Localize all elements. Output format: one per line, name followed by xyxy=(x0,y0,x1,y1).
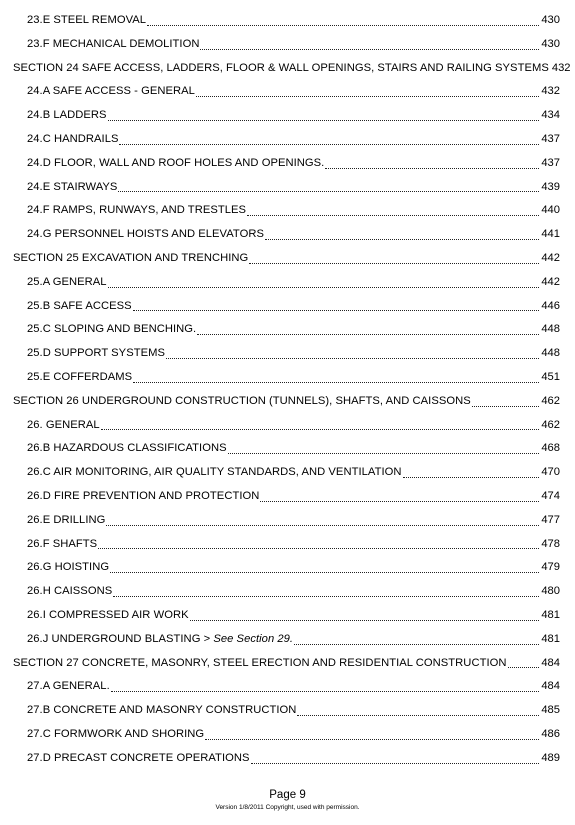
toc-section-entry[interactable] xyxy=(13,57,571,81)
toc-entry-page-number: 442 xyxy=(541,275,560,288)
toc-entry-title-text: 26.C AIR MONITORING, AIR QUALITY STANDARDS, AND VENTILATION xyxy=(27,466,402,479)
dot-leader xyxy=(403,476,540,478)
toc-subsection-entry[interactable] xyxy=(13,414,560,438)
toc-entry-title-text: 26.I COMPRESSED AIR WORK xyxy=(27,608,189,621)
toc-entry-title xyxy=(27,414,100,438)
toc-subsection-entry[interactable] xyxy=(13,152,560,176)
toc-entry-title xyxy=(27,104,107,128)
toc-entry-title-text: SECTION 27 CONCRETE, MASONRY, STEEL ERECTION AND RESIDENTIAL CONSTRUCTION xyxy=(13,656,507,669)
dot-leader xyxy=(228,452,540,454)
dot-leader xyxy=(297,714,539,716)
toc-subsection-entry[interactable] xyxy=(13,509,560,533)
toc-entry-page-number: 486 xyxy=(541,727,560,740)
toc-entry-page-number: 442 xyxy=(541,251,560,264)
toc-entry-title xyxy=(27,9,146,33)
toc-entry-page-number: 484 xyxy=(541,680,560,693)
dot-leader xyxy=(196,95,539,97)
toc-entry-page-number: 430 xyxy=(541,37,560,50)
toc-entry-page-number: 478 xyxy=(541,537,560,550)
toc-subsection-entry[interactable] xyxy=(13,271,560,295)
dot-leader xyxy=(247,214,539,216)
toc-entry-page-number: 477 xyxy=(541,513,560,526)
dot-leader xyxy=(325,167,539,169)
dot-leader xyxy=(249,262,539,264)
toc-entry-page-number: 481 xyxy=(541,608,560,621)
toc-entry-page-number: 446 xyxy=(541,299,560,312)
toc-entry-title xyxy=(27,271,107,295)
toc-subsection-entry[interactable] xyxy=(13,295,560,319)
toc-subsection-entry[interactable] xyxy=(13,223,560,247)
toc-entry-title xyxy=(27,80,195,104)
dot-leader xyxy=(147,24,539,26)
toc-entry-page-number: 432 xyxy=(541,85,560,98)
dot-leader xyxy=(98,547,539,549)
toc-entry-title xyxy=(27,747,250,771)
toc-entry-page-number: 437 xyxy=(541,132,560,145)
toc-entry-title-text: 26.H CAISSONS xyxy=(27,585,113,598)
toc-entry-title-text: 26.E DRILLING xyxy=(27,513,106,526)
toc-entry-cross-reference: See Section 29. xyxy=(213,632,294,645)
toc-entry-title-text: 26.D FIRE PREVENTION AND PROTECTION xyxy=(27,489,260,502)
dot-leader xyxy=(200,48,539,50)
toc-entry-title xyxy=(27,128,118,152)
toc-subsection-entry[interactable] xyxy=(13,366,560,390)
toc-subsection-entry[interactable] xyxy=(13,485,560,509)
toc-entry-title xyxy=(27,604,189,628)
dot-leader xyxy=(111,690,540,692)
page-number: Page 9 xyxy=(269,789,306,801)
dot-leader xyxy=(205,738,539,740)
toc-entry-title xyxy=(27,509,105,533)
dot-leader xyxy=(108,286,540,288)
toc-entry-title-text: 24.E STAIRWAYS xyxy=(27,180,118,193)
toc-entry-title xyxy=(27,723,204,747)
toc-section-entry[interactable] xyxy=(13,652,560,676)
dot-leader xyxy=(294,643,539,645)
toc-entry-page-number: 434 xyxy=(541,109,560,122)
dot-leader xyxy=(133,381,539,383)
toc-entry-title xyxy=(27,556,109,580)
toc-entry-title-text: SECTION 25 EXCAVATION AND TRENCHING xyxy=(13,251,249,264)
toc-entry-title xyxy=(27,152,324,176)
dot-leader xyxy=(166,357,539,359)
toc-subsection-entry[interactable] xyxy=(13,604,560,628)
toc-subsection-entry[interactable] xyxy=(13,9,560,33)
toc-entry-title-text: 25.C SLOPING AND BENCHING. xyxy=(27,323,197,336)
toc-subsection-entry[interactable] xyxy=(13,128,560,152)
toc-entry-title-text: 23.F MECHANICAL DEMOLITION xyxy=(27,37,200,50)
toc-entry-title xyxy=(27,461,402,485)
toc-subsection-entry[interactable] xyxy=(13,675,560,699)
toc-entry-page-number: 432 xyxy=(551,61,571,74)
toc-entry-title xyxy=(27,485,259,509)
dot-leader xyxy=(119,143,539,145)
toc-entry-page-number: 481 xyxy=(541,632,560,645)
toc-entry-title-text: 24.D FLOOR, WALL AND ROOF HOLES AND OPENINGS. xyxy=(27,156,325,169)
toc-entry-title xyxy=(27,33,199,57)
dot-leader xyxy=(265,238,539,240)
toc-entry-title-text: 25.D SUPPORT SYSTEMS xyxy=(27,347,165,360)
toc-subsection-entry[interactable] xyxy=(13,747,560,771)
toc-subsection-entry[interactable] xyxy=(13,699,560,723)
version-note: Version 1/8/2011 Copyright, used with permission. xyxy=(215,804,360,811)
toc-entry-title xyxy=(27,580,112,604)
toc-subsection-entry[interactable] xyxy=(13,628,560,652)
dot-leader xyxy=(197,333,539,335)
toc-entry-page-number: 485 xyxy=(541,704,560,717)
toc-entry-title-text: 27.A GENERAL. xyxy=(27,680,110,693)
toc-subsection-entry[interactable] xyxy=(13,580,560,604)
toc-entry-title xyxy=(13,57,549,81)
dot-leader xyxy=(113,595,539,597)
toc-entry-title-text: 25.B SAFE ACCESS xyxy=(27,299,132,312)
toc-entry-title-text: 23.E STEEL REMOVAL xyxy=(27,14,147,26)
toc-entry-page-number: 479 xyxy=(541,561,560,574)
toc-entry-title xyxy=(27,675,110,699)
toc-entry-title xyxy=(27,318,196,342)
toc-entry-page-number: 489 xyxy=(541,751,560,764)
toc-entry-title-text: 24.F RAMPS, RUNWAYS, AND TRESTLES xyxy=(27,204,247,217)
toc-subsection-entry[interactable] xyxy=(13,533,560,557)
toc-entry-page-number: 440 xyxy=(541,204,560,217)
toc-entry-title-text: 26.B HAZARDOUS CLASSIFICATIONS xyxy=(27,442,227,455)
toc-section-entry[interactable] xyxy=(13,247,560,271)
toc-subsection-entry[interactable] xyxy=(13,104,560,128)
toc-entry-title xyxy=(13,390,471,414)
dot-leader xyxy=(260,500,539,502)
dot-leader xyxy=(251,762,540,764)
toc-entry-title xyxy=(27,199,246,223)
toc-entry-title xyxy=(27,342,165,366)
dot-leader xyxy=(101,428,540,430)
toc-entry-page-number: 448 xyxy=(541,323,560,336)
toc-entry-title-text: SECTION 26 UNDERGROUND CONSTRUCTION (TUNNELS), SHAFTS, AND CAISSONS xyxy=(13,394,471,407)
toc-entry-title-text: 24.G PERSONNEL HOISTS AND ELEVATORS xyxy=(27,228,264,241)
toc-entry-title xyxy=(27,176,117,200)
toc-entry-page-number: 430 xyxy=(541,14,560,26)
table-of-contents xyxy=(13,9,571,771)
toc-entry-title-text: 26.J UNDERGROUND BLASTING > xyxy=(27,632,214,645)
dot-leader xyxy=(108,119,540,121)
dot-leader xyxy=(508,666,540,668)
toc-entry-title-text: 26.F SHAFTS xyxy=(27,537,98,550)
toc-entry-title-text: 27.B CONCRETE AND MASONRY CONSTRUCTION xyxy=(27,704,297,717)
toc-entry-title-text: 26. GENERAL xyxy=(27,418,100,431)
toc-subsection-entry[interactable] xyxy=(13,33,560,57)
toc-entry-title xyxy=(27,223,264,247)
toc-subsection-entry[interactable] xyxy=(13,176,560,200)
dot-leader xyxy=(472,405,540,407)
toc-subsection-entry[interactable] xyxy=(13,723,560,747)
toc-entry-title xyxy=(27,628,293,652)
toc-entry-title-text: 27.D PRECAST CONCRETE OPERATIONS xyxy=(27,751,250,764)
toc-entry-page-number: 462 xyxy=(541,418,560,431)
toc-subsection-entry[interactable] xyxy=(13,199,560,223)
toc-entry-page-number: 451 xyxy=(541,370,560,383)
dot-leader xyxy=(110,571,539,573)
toc-entry-title-text: 26.G HOISTING xyxy=(27,561,110,574)
toc-entry-title xyxy=(27,295,132,319)
toc-entry-title xyxy=(27,366,132,390)
toc-entry-page-number: 484 xyxy=(541,656,560,669)
toc-entry-page-number: 462 xyxy=(541,394,560,407)
toc-entry-title xyxy=(27,437,227,461)
toc-entry-title-text: 24.B LADDERS xyxy=(27,109,107,122)
toc-entry-title-text: 24.A SAFE ACCESS - GENERAL xyxy=(27,85,195,98)
toc-entry-page-number: 437 xyxy=(541,156,560,169)
toc-entry-title-text: SECTION 24 SAFE ACCESS, LADDERS, FLOOR & WALL OPENINGS, STAIRS AND RAILING SYSTEMS xyxy=(13,61,549,74)
toc-subsection-entry[interactable] xyxy=(13,318,560,342)
toc-entry-title xyxy=(13,247,248,271)
toc-entry-title xyxy=(27,699,296,723)
toc-entry-page-number: 470 xyxy=(541,466,560,479)
toc-entry-title-text: 25.E COFFERDAMS xyxy=(27,370,133,383)
toc-subsection-entry[interactable] xyxy=(13,80,560,104)
dot-leader xyxy=(106,524,539,526)
dot-leader xyxy=(133,309,540,311)
toc-subsection-entry[interactable] xyxy=(13,556,560,580)
toc-entry-title-text: 24.C HANDRAILS xyxy=(27,132,119,145)
toc-entry-page-number: 439 xyxy=(541,180,560,193)
toc-entry-title xyxy=(13,652,507,676)
dot-leader xyxy=(118,190,539,192)
toc-entry-page-number: 441 xyxy=(541,228,560,241)
toc-subsection-entry[interactable] xyxy=(13,437,560,461)
toc-entry-page-number: 468 xyxy=(541,442,560,455)
toc-subsection-entry[interactable] xyxy=(13,461,560,485)
toc-entry-title-text: 27.C FORMWORK AND SHORING xyxy=(27,727,205,740)
toc-entry-title-text: 25.A GENERAL xyxy=(27,275,107,288)
toc-entry-page-number: 448 xyxy=(541,347,560,360)
toc-entry-page-number: 474 xyxy=(541,489,560,502)
dot-leader xyxy=(190,619,540,621)
toc-entry-page-number: 480 xyxy=(541,585,560,598)
toc-section-entry[interactable] xyxy=(13,390,560,414)
toc-entry-title xyxy=(27,533,97,557)
toc-subsection-entry[interactable] xyxy=(13,342,560,366)
